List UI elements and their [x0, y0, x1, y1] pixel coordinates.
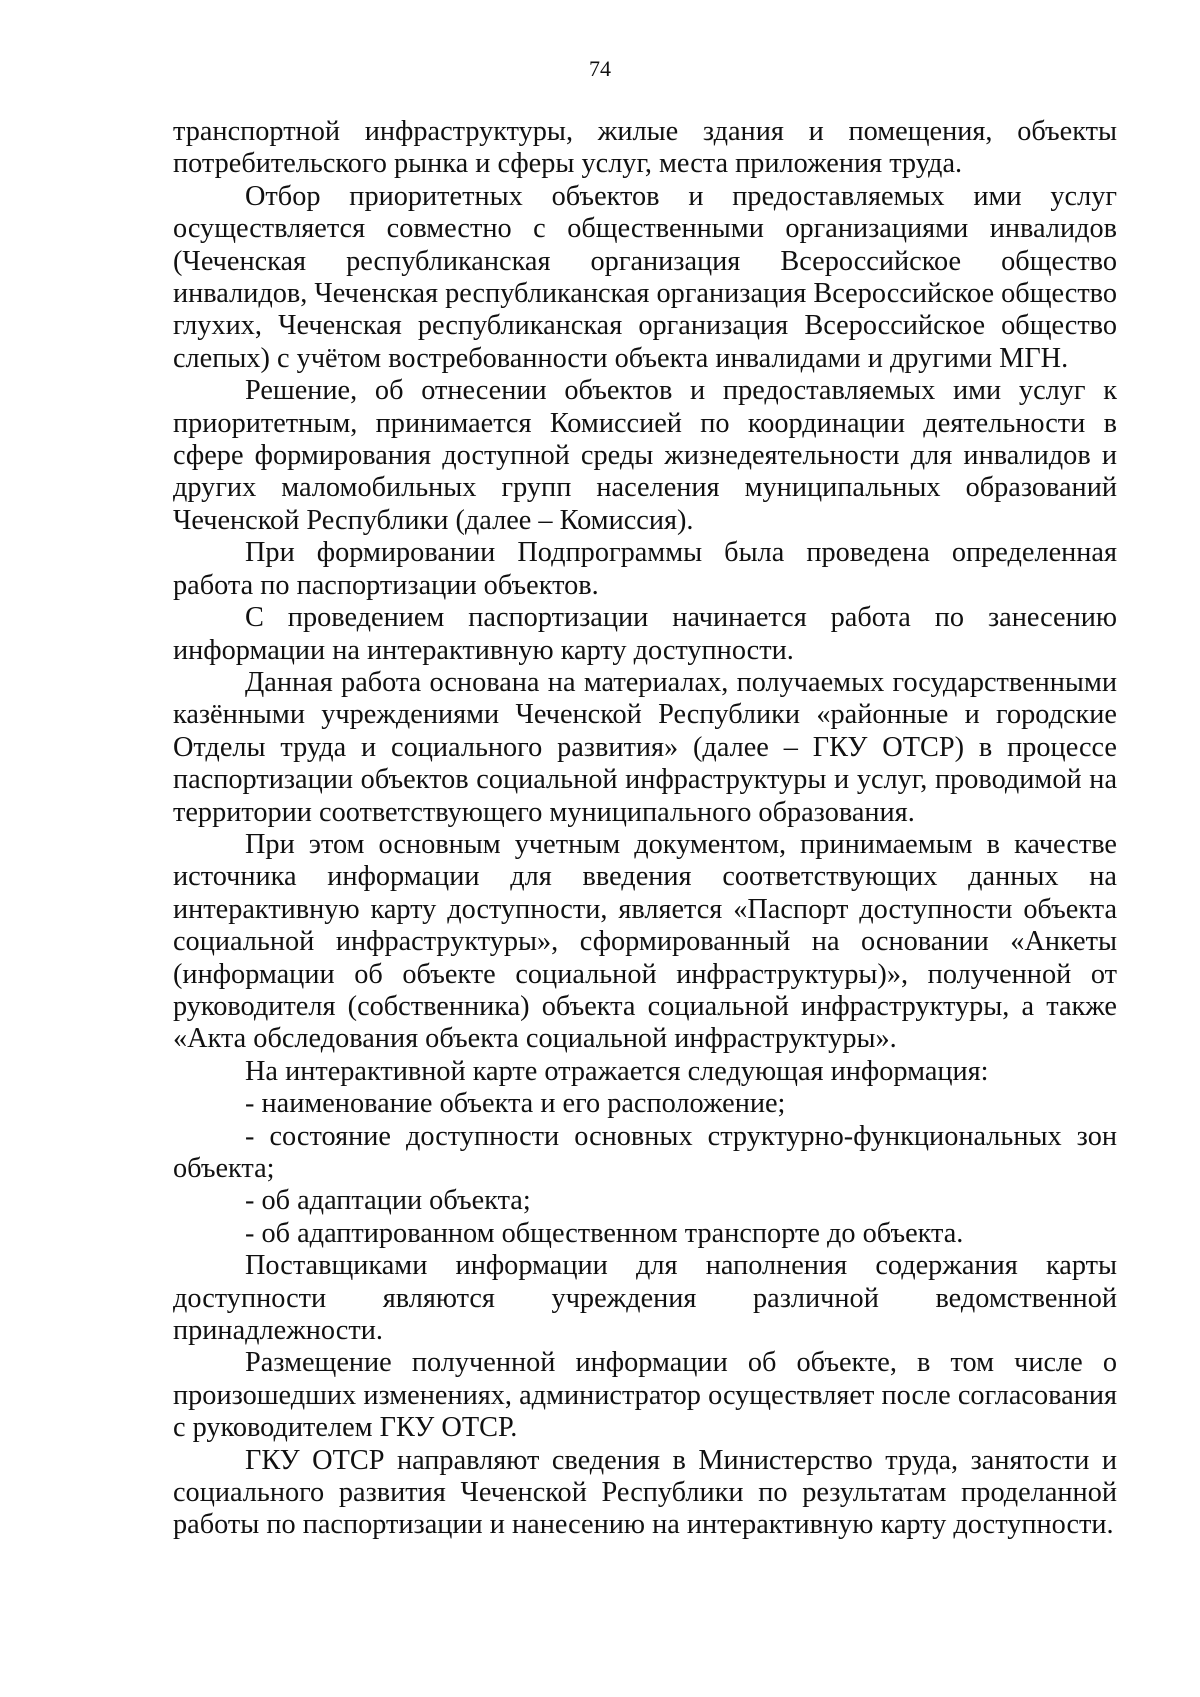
paragraph-map-info-intro: На интерактивной карте отражается следующая информация: [245, 1055, 989, 1087]
list-item-zone-accessibility: - состояние доступности основных структурно-функциональных зон объекта; [173, 1120, 1117, 1184]
paragraph-info-placement: Размещение полученной информации об объекте, в том числе о произошедших изменениях, администратор осуществляет после согласования с руководителем ГКУ ОТСР. [173, 1347, 1117, 1444]
document-body [173, 116, 1117, 1542]
list-item-object-adaptation: - об адаптации объекта; [245, 1185, 531, 1217]
paragraph-map-entry: С проведением паспортизации начинается работа по занесению информации на интерактивную карту доступности. [173, 602, 1117, 666]
paragraph-reporting: ГКУ ОТСР направляют сведения в Министерство труда, занятости и социального развития Чеченской Республики по результатам проделанной работы по паспортизации и нанесению на интерактивную карту доступности. [173, 1444, 1117, 1541]
paragraph-info-suppliers: Поставщиками информации для наполнения содержания карты доступности являются учреждения различной ведомственной принадлежности. [173, 1250, 1117, 1347]
paragraph-subprogram-work: При формировании Подпрограммы была проведена определенная работа по паспортизации объектов. [173, 537, 1117, 601]
paragraph-passport-document: При этом основным учетным документом, принимаемым в качестве источника информации для введения соответствующих данных на интерактивную карту доступности, является «Паспорт доступности объекта социальной инфраструктуры», сформированный на основании «Анкеты (информации об объекте социальной инфраструктуры)», полученной от руководителя (собственника) объекта социальной инфраструктуры, а также «Акта обследования объекта социальной инфраструктуры». [173, 828, 1117, 1055]
paragraph-priority-selection: Отбор приоритетных объектов и предоставляемых ими услуг осуществляется совместно с общественными организациями инвалидов (Чеченская республиканская организация Всероссийское общество инвалидов, Чеченская республиканская организация Всероссийское общество глухих, Чеченская республиканская организация Всероссийское общество слепых) с учётом востребованности объекта инвалидами и другими МГН. [173, 180, 1117, 374]
paragraph-commission-decision: Решение, об отнесении объектов и предоставляемых ими услуг к приоритетным, принимается Комиссией по координации деятельности в сфере формирования доступной среды жизнедеятельности для инвалидов и других маломобильных групп населения муниципальных образований Чеченской Республики (далее – Комиссия). [173, 375, 1117, 536]
list-item-adapted-transport: - об адаптированном общественном транспорте до объекта. [245, 1217, 964, 1249]
list-item-object-name: - наименование объекта и его расположение; [245, 1088, 786, 1120]
paragraph-continuation: транспортной инфраструктуры, жилые здания и помещения, объекты потребительского рынка и сферы услуг, места приложения труда. [173, 116, 1117, 180]
paragraph-materials: Данная работа основана на материалах, получаемых государственными казёнными учреждениями Чеченской Республики «районные и городские Отделы труда и социального развития» (далее – ГКУ ОТСР) в процессе паспортизации объектов социальной инфраструктуры и услуг, проводимой на территории соответствующего муниципального образования. [173, 666, 1117, 828]
page-number: 74 [589, 56, 611, 81]
